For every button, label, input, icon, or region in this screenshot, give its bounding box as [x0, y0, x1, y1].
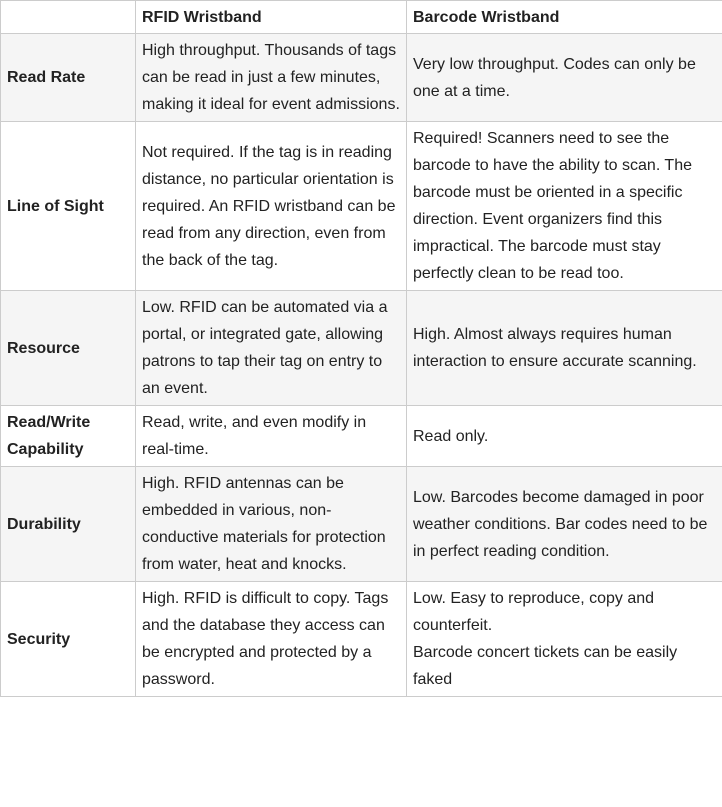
row-label: Read Rate	[1, 34, 136, 122]
rfid-cell: Not required. If the tag is in reading distance, no particular orientation is required. An RFID wristband can be read from any direction, even from the back of the tag.	[136, 122, 407, 291]
table-row-resource	[1, 291, 722, 406]
row-label: Resource	[1, 291, 136, 406]
barcode-cell: Required! Scanners need to see the barcode to have the ability to scan. The barcode must be oriented in a specific direction. Event organizers find this impractical. The barcode must stay perfectly clean to be read too.	[407, 122, 722, 291]
barcode-cell: Low. Easy to reproduce, copy and counterfeit. Barcode concert tickets can be easily faked	[407, 582, 722, 697]
row-label: Read/Write Capability	[1, 406, 136, 467]
header-empty	[1, 1, 136, 34]
row-label: Line of Sight	[1, 122, 136, 291]
table-row-read-write	[1, 406, 722, 467]
table-row-read-rate	[1, 34, 722, 122]
table-row-durability	[1, 467, 722, 582]
barcode-cell: Read only.	[407, 406, 722, 467]
header-barcode: Barcode Wristband	[407, 1, 722, 34]
rfid-cell: High. RFID is difficult to copy. Tags and the database they access can be encrypted and protected by a password.	[136, 582, 407, 697]
barcode-cell: High. Almost always requires human interaction to ensure accurate scanning.	[407, 291, 722, 406]
row-label: Durability	[1, 467, 136, 582]
rfid-cell: High. RFID antennas can be embedded in various, non-conductive materials for protection from water, heat and knocks.	[136, 467, 407, 582]
header-row	[1, 1, 722, 34]
rfid-cell: Read, write, and even modify in real-time.	[136, 406, 407, 467]
rfid-cell: High throughput. Thousands of tags can be read in just a few minutes, making it ideal for event admissions.	[136, 34, 407, 122]
table-row-security	[1, 582, 722, 697]
rfid-cell: Low. RFID can be automated via a portal, or integrated gate, allowing patrons to tap their tag on entry to an event.	[136, 291, 407, 406]
table-row-line-of-sight	[1, 122, 722, 291]
barcode-cell: Very low throughput. Codes can only be one at a time.	[407, 34, 722, 122]
row-label: Security	[1, 582, 136, 697]
header-rfid: RFID Wristband	[136, 1, 407, 34]
barcode-cell: Low. Barcodes become damaged in poor weather conditions. Bar codes need to be in perfect reading condition.	[407, 467, 722, 582]
